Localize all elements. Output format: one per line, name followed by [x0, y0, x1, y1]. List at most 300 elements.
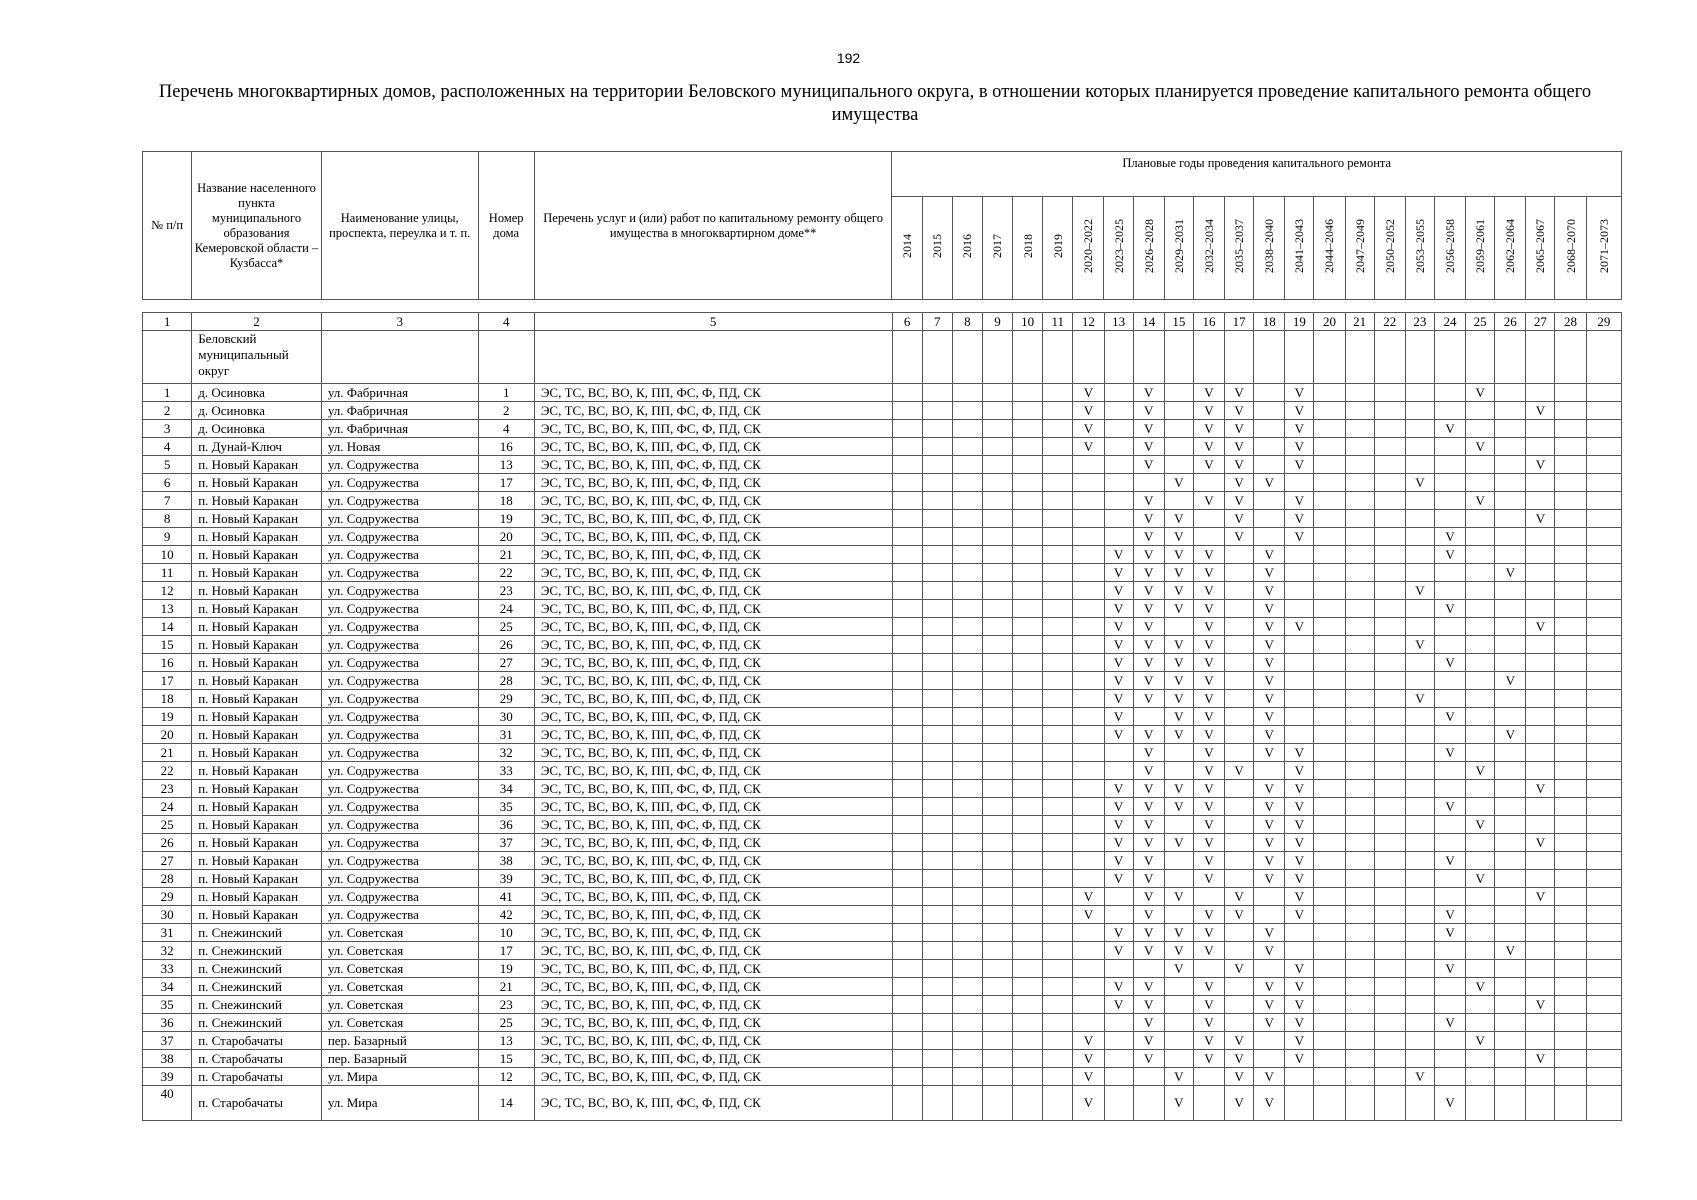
year-empty-cell [1526, 906, 1555, 924]
year-empty-cell [1586, 906, 1621, 924]
year-empty-cell [1043, 618, 1073, 636]
house-number-cell: 12 [478, 1068, 534, 1086]
table-row [143, 582, 1622, 600]
year-empty-cell [892, 744, 922, 762]
year-mark-cell: V [1434, 1086, 1465, 1121]
year-mark-cell: V [1434, 546, 1465, 564]
year-empty-cell [1314, 888, 1345, 906]
year-empty-cell [1314, 834, 1345, 852]
year-empty-cell [1374, 546, 1405, 564]
year-mark-cell: V [1164, 582, 1193, 600]
year-empty-cell [922, 744, 952, 762]
year-empty-cell [1073, 834, 1104, 852]
year-header [982, 197, 1012, 300]
year-empty-cell [892, 870, 922, 888]
year-empty-cell [982, 636, 1012, 654]
year-mark-cell: V [1495, 726, 1526, 744]
year-empty-cell [1314, 852, 1345, 870]
table-row [143, 546, 1622, 564]
year-empty-cell [1555, 528, 1586, 546]
year-empty-cell [1285, 1086, 1314, 1121]
year-empty-cell [1374, 726, 1405, 744]
year-empty-cell [1225, 582, 1254, 600]
year-empty-cell [1405, 960, 1434, 978]
year-mark-cell: V [1193, 942, 1224, 960]
year-empty-cell [1405, 888, 1434, 906]
works-cell: ЭС, ТС, ВС, ВО, К, ПП, ФС, Ф, ПД, СК [534, 546, 892, 564]
year-empty-cell [1043, 1050, 1073, 1068]
year-empty-cell [892, 528, 922, 546]
house-number-cell: 19 [478, 510, 534, 528]
street-cell: ул. Содружества [321, 672, 478, 690]
year-empty-cell [1466, 924, 1495, 942]
year-empty-cell [952, 654, 982, 672]
year-empty-cell [1466, 600, 1495, 618]
year-empty-cell [1495, 420, 1526, 438]
year-empty-cell [1073, 1014, 1104, 1032]
street-cell: пер. Базарный [321, 1032, 478, 1050]
year-empty-cell [922, 528, 952, 546]
year-mark-cell: V [1193, 852, 1224, 870]
year-empty-cell [1013, 798, 1043, 816]
year-empty-cell [1586, 744, 1621, 762]
table-row [143, 672, 1622, 690]
locality-cell: п. Новый Каракан [192, 474, 322, 492]
year-mark-cell: V [1133, 402, 1164, 420]
year-empty-cell [1466, 960, 1495, 978]
year-empty-cell [1586, 636, 1621, 654]
street-cell: ул. Советская [321, 996, 478, 1014]
year-mark-cell: V [1133, 438, 1164, 456]
year-empty-cell [1314, 780, 1345, 798]
year-empty-cell [1405, 906, 1434, 924]
year-empty-cell [1314, 420, 1345, 438]
year-empty-cell [1013, 1014, 1043, 1032]
year-mark-cell: V [1405, 636, 1434, 654]
locality-cell: п. Новый Каракан [192, 888, 322, 906]
street-cell: ул. Содружества [321, 492, 478, 510]
year-mark-cell: V [1193, 816, 1224, 834]
year-empty-cell [1434, 582, 1465, 600]
year-empty-cell [1434, 492, 1465, 510]
year-empty-cell [1434, 870, 1465, 888]
street-cell: ул. Содружества [321, 870, 478, 888]
year-empty-cell [1495, 816, 1526, 834]
row-number: 19 [143, 708, 192, 726]
year-empty-cell [1164, 996, 1193, 1014]
row-number: 11 [143, 564, 192, 582]
year-empty-cell [922, 384, 952, 402]
year-mark-cell: V [1133, 420, 1164, 438]
year-empty-cell [1193, 474, 1224, 492]
year-empty-cell [1434, 618, 1465, 636]
year-empty-cell [1013, 474, 1043, 492]
year-empty-cell [1555, 564, 1586, 582]
table-row [143, 906, 1622, 924]
year-empty-cell [892, 384, 922, 402]
year-mark-cell: V [1434, 798, 1465, 816]
table-row [143, 654, 1622, 672]
year-empty-cell [1555, 384, 1586, 402]
table-row [143, 816, 1622, 834]
year-empty-cell [892, 942, 922, 960]
year-mark-cell: V [1285, 744, 1314, 762]
section-empty-cell [1104, 331, 1133, 384]
section-empty-cell [534, 331, 892, 384]
year-empty-cell [1254, 384, 1285, 402]
year-mark-cell: V [1193, 438, 1224, 456]
year-empty-cell [1314, 528, 1345, 546]
year-empty-cell [1526, 960, 1555, 978]
year-mark-cell: V [1526, 888, 1555, 906]
row-number: 38 [143, 1050, 192, 1068]
street-cell: ул. Содружества [321, 474, 478, 492]
year-empty-cell [1314, 1032, 1345, 1050]
year-mark-cell: V [1164, 510, 1193, 528]
column-number-cell: 28 [1555, 313, 1586, 331]
header-works: Перечень услуг и (или) работ по капитальному ремонту общего имущества в многоквартирном доме** [534, 152, 892, 300]
year-empty-cell [1555, 906, 1586, 924]
year-empty-cell [1526, 582, 1555, 600]
year-empty-cell [1405, 1032, 1434, 1050]
year-empty-cell [1495, 510, 1526, 528]
year-empty-cell [1374, 672, 1405, 690]
year-label: 2023–2025 [1111, 219, 1126, 273]
year-empty-cell [1225, 546, 1254, 564]
year-mark-cell: V [1225, 438, 1254, 456]
works-cell: ЭС, ТС, ВС, ВО, К, ПП, ФС, Ф, ПД, СК [534, 996, 892, 1014]
year-empty-cell [1495, 402, 1526, 420]
year-empty-cell [892, 582, 922, 600]
year-empty-cell [922, 888, 952, 906]
year-empty-cell [1495, 924, 1526, 942]
year-empty-cell [1586, 564, 1621, 582]
year-empty-cell [952, 762, 982, 780]
works-cell: ЭС, ТС, ВС, ВО, К, ПП, ФС, Ф, ПД, СК [534, 942, 892, 960]
year-empty-cell [1073, 762, 1104, 780]
year-empty-cell [1043, 690, 1073, 708]
year-header [1495, 197, 1526, 300]
year-empty-cell [1043, 798, 1073, 816]
street-cell: ул. Содружества [321, 546, 478, 564]
year-empty-cell [1073, 798, 1104, 816]
year-empty-cell [982, 744, 1012, 762]
year-mark-cell: V [1164, 654, 1193, 672]
year-empty-cell [1073, 564, 1104, 582]
year-empty-cell [1555, 942, 1586, 960]
year-empty-cell [1434, 456, 1465, 474]
house-number-cell: 28 [478, 672, 534, 690]
year-mark-cell: V [1225, 402, 1254, 420]
year-empty-cell [1405, 1050, 1434, 1068]
year-empty-cell [892, 420, 922, 438]
year-empty-cell [982, 492, 1012, 510]
year-empty-cell [922, 438, 952, 456]
street-cell: ул. Содружества [321, 708, 478, 726]
year-mark-cell: V [1104, 978, 1133, 996]
year-empty-cell [1374, 600, 1405, 618]
locality-cell: п. Снежинский [192, 942, 322, 960]
year-mark-cell: V [1434, 852, 1465, 870]
year-empty-cell [1495, 852, 1526, 870]
document-title: Перечень многоквартирных домов, расположенных на территории Беловского муниципального округа, в отношении которых планируется проведение капитального ремонта общего имущества [158, 82, 1592, 125]
year-empty-cell [1314, 762, 1345, 780]
year-empty-cell [892, 618, 922, 636]
year-empty-cell [1225, 690, 1254, 708]
row-number: 1 [143, 384, 192, 402]
year-empty-cell [1374, 942, 1405, 960]
year-empty-cell [1225, 726, 1254, 744]
year-empty-cell [1104, 492, 1133, 510]
year-empty-cell [1526, 798, 1555, 816]
year-mark-cell: V [1526, 510, 1555, 528]
year-empty-cell [1073, 852, 1104, 870]
year-empty-cell [1405, 618, 1434, 636]
section-empty-cell [1345, 331, 1374, 384]
year-empty-cell [1434, 636, 1465, 654]
street-cell: ул. Содружества [321, 510, 478, 528]
house-number-cell: 32 [478, 744, 534, 762]
year-mark-cell: V [1104, 942, 1133, 960]
year-empty-cell [1466, 834, 1495, 852]
year-empty-cell [1405, 456, 1434, 474]
year-mark-cell: V [1225, 1068, 1254, 1086]
year-empty-cell [1374, 690, 1405, 708]
year-header [1073, 197, 1104, 300]
year-empty-cell [1345, 690, 1374, 708]
street-cell: пер. Базарный [321, 1050, 478, 1068]
section-empty-cell [1495, 331, 1526, 384]
works-cell: ЭС, ТС, ВС, ВО, К, ПП, ФС, Ф, ПД, СК [534, 708, 892, 726]
section-empty-cell [1164, 331, 1193, 384]
year-empty-cell [1345, 942, 1374, 960]
year-empty-cell [1285, 582, 1314, 600]
column-number-cell: 27 [1526, 313, 1555, 331]
year-empty-cell [952, 978, 982, 996]
year-label: 2029–2031 [1171, 219, 1186, 273]
year-header [1466, 197, 1495, 300]
year-empty-cell [1555, 600, 1586, 618]
year-empty-cell [1526, 492, 1555, 510]
year-empty-cell [952, 906, 982, 924]
year-empty-cell [1434, 384, 1465, 402]
year-empty-cell [1043, 942, 1073, 960]
year-empty-cell [952, 582, 982, 600]
year-label: 2016 [960, 234, 975, 258]
year-empty-cell [1466, 1050, 1495, 1068]
year-mark-cell: V [1285, 420, 1314, 438]
year-empty-cell [1374, 888, 1405, 906]
year-empty-cell [1495, 1068, 1526, 1086]
works-cell: ЭС, ТС, ВС, ВО, К, ПП, ФС, Ф, ПД, СК [534, 1032, 892, 1050]
year-empty-cell [892, 1068, 922, 1086]
year-empty-cell [1555, 744, 1586, 762]
year-empty-cell [1405, 654, 1434, 672]
year-mark-cell: V [1254, 942, 1285, 960]
year-empty-cell [952, 636, 982, 654]
year-empty-cell [1526, 816, 1555, 834]
year-empty-cell [1225, 816, 1254, 834]
year-empty-cell [982, 996, 1012, 1014]
column-number-cell: 17 [1225, 313, 1254, 331]
year-empty-cell [1495, 1086, 1526, 1121]
year-empty-cell [922, 996, 952, 1014]
year-empty-cell [1555, 852, 1586, 870]
year-empty-cell [952, 798, 982, 816]
table-row [143, 888, 1622, 906]
works-cell: ЭС, ТС, ВС, ВО, К, ПП, ФС, Ф, ПД, СК [534, 582, 892, 600]
works-cell: ЭС, ТС, ВС, ВО, К, ПП, ФС, Ф, ПД, СК [534, 636, 892, 654]
street-cell: ул. Содружества [321, 636, 478, 654]
year-mark-cell: V [1133, 564, 1164, 582]
year-mark-cell: V [1164, 924, 1193, 942]
year-empty-cell [1495, 870, 1526, 888]
year-empty-cell [1225, 780, 1254, 798]
year-empty-cell [1345, 834, 1374, 852]
year-empty-cell [1434, 564, 1465, 582]
street-cell: ул. Содружества [321, 528, 478, 546]
table-row [143, 870, 1622, 888]
year-mark-cell: V [1133, 528, 1164, 546]
year-mark-cell: V [1495, 672, 1526, 690]
locality-cell: п. Новый Каракан [192, 708, 322, 726]
year-empty-cell [1495, 708, 1526, 726]
year-empty-cell [1225, 564, 1254, 582]
year-empty-cell [1345, 852, 1374, 870]
column-number-row [143, 313, 1622, 331]
house-number-cell: 22 [478, 564, 534, 582]
locality-cell: п. Новый Каракан [192, 528, 322, 546]
section-empty-cell [1405, 331, 1434, 384]
year-empty-cell [1586, 582, 1621, 600]
column-number-cell: 25 [1466, 313, 1495, 331]
table-row [143, 1014, 1622, 1032]
year-empty-cell [952, 852, 982, 870]
year-empty-cell [952, 528, 982, 546]
year-empty-cell [1073, 690, 1104, 708]
year-empty-cell [892, 1086, 922, 1121]
year-empty-cell [1374, 1014, 1405, 1032]
year-empty-cell [982, 708, 1012, 726]
table-row [143, 960, 1622, 978]
header-house-number: Номер дома [478, 152, 534, 300]
year-mark-cell: V [1285, 798, 1314, 816]
year-empty-cell [1495, 438, 1526, 456]
year-empty-cell [1405, 564, 1434, 582]
year-empty-cell [1073, 816, 1104, 834]
year-mark-cell: V [1526, 1050, 1555, 1068]
year-empty-cell [1495, 528, 1526, 546]
house-number-cell: 13 [478, 1032, 534, 1050]
year-empty-cell [1164, 744, 1193, 762]
year-empty-cell [1495, 762, 1526, 780]
year-empty-cell [1314, 870, 1345, 888]
works-cell: ЭС, ТС, ВС, ВО, К, ПП, ФС, Ф, ПД, СК [534, 510, 892, 528]
year-empty-cell [1073, 474, 1104, 492]
year-empty-cell [952, 690, 982, 708]
year-empty-cell [1466, 420, 1495, 438]
year-mark-cell: V [1193, 762, 1224, 780]
year-empty-cell [922, 870, 952, 888]
year-empty-cell [1254, 402, 1285, 420]
year-empty-cell [1285, 474, 1314, 492]
year-empty-cell [1495, 1032, 1526, 1050]
year-mark-cell: V [1405, 690, 1434, 708]
table-row [143, 600, 1622, 618]
year-empty-cell [1405, 744, 1434, 762]
row-number: 23 [143, 780, 192, 798]
year-empty-cell [1555, 960, 1586, 978]
year-empty-cell [1013, 546, 1043, 564]
year-mark-cell: V [1434, 420, 1465, 438]
year-empty-cell [1586, 780, 1621, 798]
year-empty-cell [922, 618, 952, 636]
year-empty-cell [1073, 960, 1104, 978]
year-empty-cell [1225, 996, 1254, 1014]
houses-table [142, 312, 1622, 1121]
year-empty-cell [1013, 870, 1043, 888]
year-empty-cell [1555, 690, 1586, 708]
year-empty-cell [1466, 672, 1495, 690]
row-number: 12 [143, 582, 192, 600]
year-empty-cell [1314, 582, 1345, 600]
year-mark-cell: V [1073, 402, 1104, 420]
year-empty-cell [1405, 996, 1434, 1014]
year-mark-cell: V [1466, 870, 1495, 888]
year-empty-cell [1073, 726, 1104, 744]
house-number-cell: 18 [478, 492, 534, 510]
year-mark-cell: V [1285, 762, 1314, 780]
locality-cell: п. Новый Каракан [192, 654, 322, 672]
year-header [1405, 197, 1434, 300]
year-empty-cell [1374, 762, 1405, 780]
year-empty-cell [1013, 402, 1043, 420]
year-mark-cell: V [1285, 384, 1314, 402]
year-empty-cell [1466, 744, 1495, 762]
table-row [143, 636, 1622, 654]
works-cell: ЭС, ТС, ВС, ВО, К, ПП, ФС, Ф, ПД, СК [534, 906, 892, 924]
year-empty-cell [1043, 438, 1073, 456]
year-empty-cell [1555, 996, 1586, 1014]
year-empty-cell [1374, 834, 1405, 852]
street-cell: ул. Содружества [321, 816, 478, 834]
year-empty-cell [1495, 546, 1526, 564]
year-empty-cell [1314, 438, 1345, 456]
year-empty-cell [1526, 1068, 1555, 1086]
year-empty-cell [1405, 762, 1434, 780]
year-empty-cell [1405, 420, 1434, 438]
year-mark-cell: V [1164, 1086, 1193, 1121]
year-mark-cell: V [1133, 906, 1164, 924]
year-empty-cell [952, 744, 982, 762]
year-empty-cell [1013, 996, 1043, 1014]
house-number-cell: 26 [478, 636, 534, 654]
year-mark-cell: V [1133, 744, 1164, 762]
year-mark-cell: V [1133, 654, 1164, 672]
year-empty-cell [952, 618, 982, 636]
year-mark-cell: V [1254, 744, 1285, 762]
year-mark-cell: V [1225, 456, 1254, 474]
year-empty-cell [1073, 456, 1104, 474]
year-empty-cell [1526, 1086, 1555, 1121]
year-empty-cell [982, 672, 1012, 690]
house-number-cell: 10 [478, 924, 534, 942]
locality-cell: п. Новый Каракан [192, 672, 322, 690]
table-row [143, 492, 1622, 510]
year-mark-cell: V [1434, 600, 1465, 618]
year-empty-cell [1254, 438, 1285, 456]
year-empty-cell [892, 636, 922, 654]
